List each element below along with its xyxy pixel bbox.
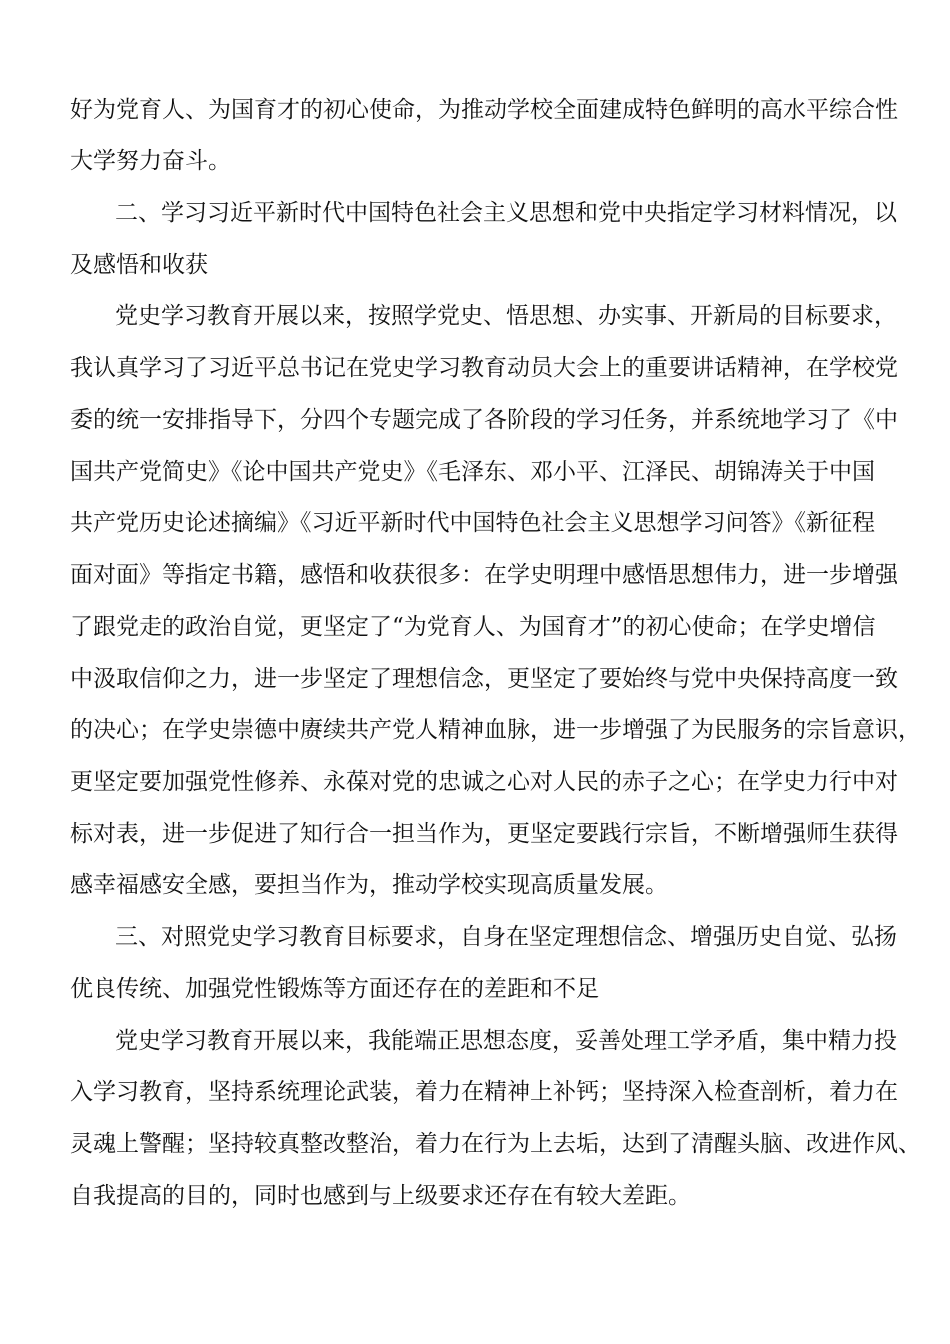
text-line: 中汲取信仰之力，进一步坚定了理想信念，更坚定了要始终与党中央保持高度一致: [70, 666, 898, 692]
text-line: 委的统一安排指导下，分四个专题完成了各阶段的学习任务，并系统地学习了《中: [70, 407, 898, 433]
text-line: 我认真学习了习近平总书记在党史学习教育动员大会上的重要讲话精神，在学校党: [70, 355, 898, 381]
text-line: 灵魂上警醒；坚持较真整改整治，着力在行为上去垢，达到了清醒头脑、改进作风、: [70, 1131, 921, 1157]
text-line: 感幸福感安全感，要担当作为，推动学校实现高质量发展。: [70, 872, 668, 898]
section-heading: 及感悟和收获: [70, 252, 208, 278]
text-line: 自我提高的目的，同时也感到与上级要求还存在有较大差距。: [70, 1183, 691, 1209]
text-line: 的决心；在学史崇德中赓续共产党人精神血脉，进一步增强了为民服务的宗旨意识，: [70, 717, 921, 743]
text-line: 面对面》等指定书籍，感悟和收获很多：在学史明理中感悟思想伟力，进一步增强: [70, 562, 898, 588]
text-line: 入学习教育，坚持系统理论武装，着力在精神上补钙；坚持深入检查剖析，着力在: [70, 1079, 898, 1105]
section-heading: 三、对照党史学习教育目标要求，自身在坚定理想信念、增强历史自觉、弘扬: [115, 924, 897, 950]
text-line: 好为党育人、为国育才的初心使命，为推动学校全面建成特色鲜明的高水平综合性: [70, 97, 898, 123]
text-line: 共产党历史论述摘编》《习近平新时代中国特色社会主义思想学习问答》《新征程: [70, 510, 875, 536]
text-line: 标对表，进一步促进了知行合一担当作为，更坚定要践行宗旨，不断增强师生获得: [70, 821, 898, 847]
section-heading: 优良传统、加强党性锻炼等方面还存在的差距和不足: [70, 976, 599, 1002]
text-line: 了跟党走的政治自觉，更坚定了“为党育人、为国育才”的初心使命；在学史增信: [70, 614, 876, 640]
text-line: 更坚定要加强党性修养、永葆对党的忠诚之心对人民的赤子之心；在学史力行中对: [70, 769, 898, 795]
text-line: 国共产党简史》《论中国共产党史》《毛泽东、邓小平、江泽民、胡锦涛关于中国: [70, 459, 875, 485]
section-heading: 二、学习习近平新时代中国特色社会主义思想和党中央指定学习材料情况，以: [115, 200, 897, 226]
text-line: 大学努力奋斗。: [70, 148, 231, 174]
text-line: 党史学习教育开展以来，按照学党史、悟思想、办实事、开新局的目标要求，: [115, 303, 897, 329]
text-line: 党史学习教育开展以来，我能端正思想态度，妥善处理工学矛盾，集中精力投: [115, 1028, 897, 1054]
